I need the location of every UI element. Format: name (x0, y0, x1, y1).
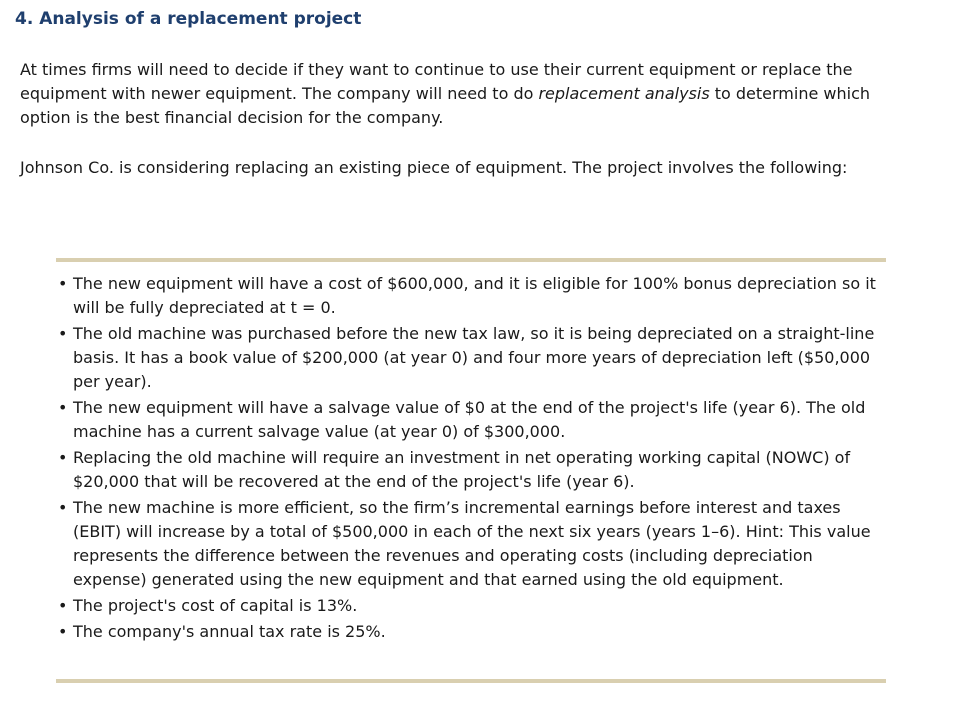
list-item (56, 396, 886, 444)
bottom-divider (56, 679, 886, 683)
intro-text-end: to determine which option is the best financial decision for the company. (20, 84, 871, 127)
list-item-text: Replacing the old machine will require an investment in net operating working capital (NOWC) of $20,000 that will be recovered at the end of the project's life (year 6). (73, 448, 851, 491)
bullet-icon: • (58, 324, 68, 343)
list-item-text: The new machine is more efficient, so the firm’s incremental earnings before interest and taxes (EBIT) will increase by a total of $500,000 in each of the next six years (years 1–6). Hint: This value represents the difference between the revenues and operating costs (including depreciation expense) generated using the new equipment and that earned using the old equipment. (73, 498, 871, 589)
list-item (56, 446, 886, 494)
list-item (56, 322, 886, 394)
bullet-icon: • (58, 448, 68, 467)
list-item-text: The old machine was purchased before the new tax law, so it is being depreciated on a straight-line basis. It has a book value of $200,000 (at year 0) and four more years of depreciation left ($50,000 per year). (73, 324, 875, 391)
intro-emphasis: replacement analysis (538, 84, 710, 103)
intro-paragraph (20, 58, 900, 130)
list-item (56, 272, 886, 320)
list-item (56, 496, 886, 592)
bullet-icon: • (58, 398, 68, 417)
bullet-icon: • (58, 622, 68, 641)
list-item (56, 620, 886, 644)
list-item-text: The project's cost of capital is 13%. (73, 596, 358, 615)
list-item-text: The new equipment will have a cost of $600,000, and it is eligible for 100% bonus depreciation so it will be fully depreciated at t = 0. (73, 274, 876, 317)
bullet-icon: • (58, 274, 68, 293)
top-divider (56, 258, 886, 262)
project-description: Johnson Co. is considering replacing an existing piece of equipment. The project involves the following: (20, 158, 848, 177)
list-item-text: The company's annual tax rate is 25%. (73, 622, 386, 641)
list-item (56, 594, 886, 618)
project-details-list (56, 272, 886, 646)
bullet-icon: • (58, 596, 68, 615)
intro-text-start: At times firms will need to decide if they want to continue to use their current equipment or replace the equipment with newer equipment. The company will need to do (20, 60, 853, 103)
list-item-text: The new equipment will have a salvage value of $0 at the end of the project's life (year 6). The old machine has a current salvage value (at year 0) of $300,000. (73, 398, 866, 441)
bullet-icon: • (58, 498, 68, 517)
page-title: 4. Analysis of a replacement project (15, 9, 362, 29)
